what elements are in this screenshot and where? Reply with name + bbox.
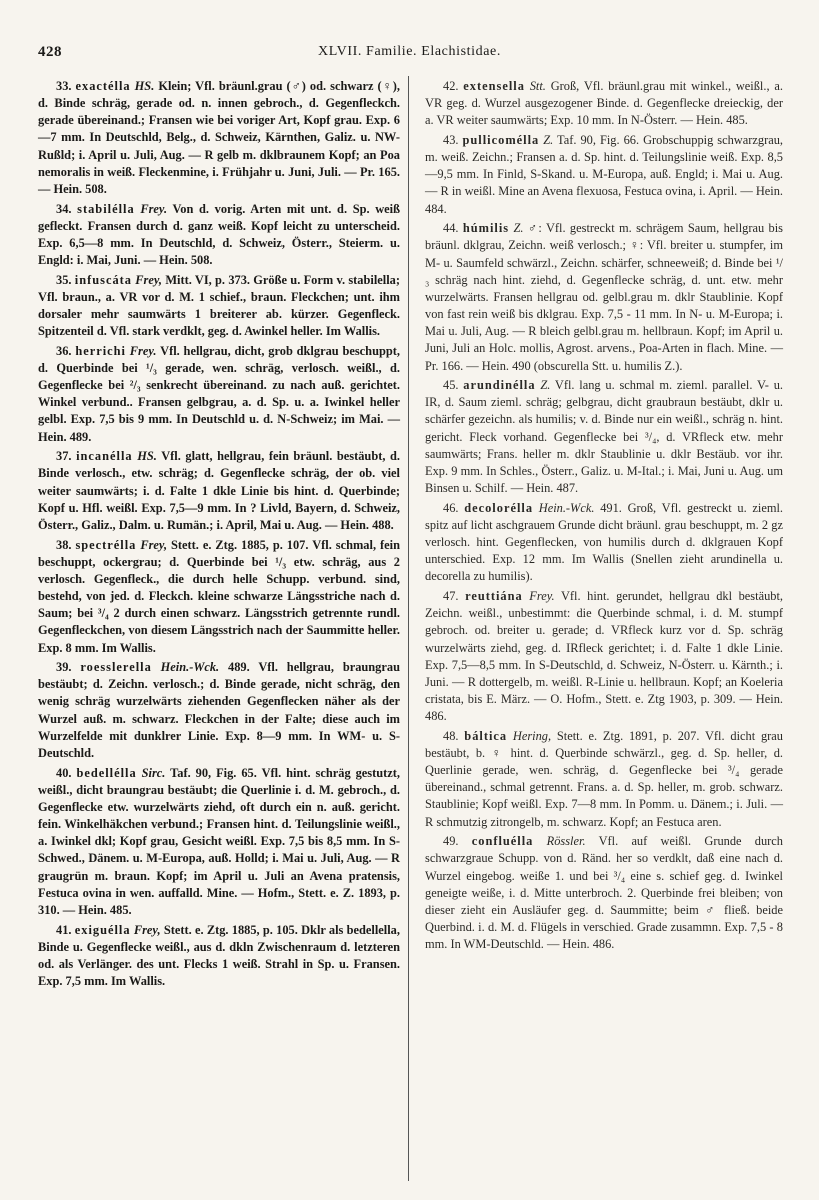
species-author: Rössler. [546, 834, 586, 849]
species-name: bedellélla [76, 765, 137, 780]
species-name: confluélla [471, 834, 534, 849]
species-description: Taf. 90, Fig. 66. Grobschuppig schwarzgrau, m. weiß. Zeichn.; Fransen a. d. Sp. hint. d. Teilungslinie weiß. Exp. 8,5—9,5 mm. In Finld, S-Skand. u. M-Europa, auß. Engld; i. Mai u. Aug. — R in weißl. Mine an Avena flexuosa, Festuca ovina, i. April. — Hein. 484. [425, 132, 784, 216]
entry-number: 37. [56, 449, 72, 464]
entry-number: 39. [56, 660, 72, 675]
entry-number: 43. [443, 132, 459, 147]
entry-number: 34. [56, 201, 72, 216]
species-description: Mitt. VI, p. 373. Größe u. Form v. stabilella; Vfl. braun., a. VR vor d. M. 1 schief., braun. Fleckchen; unt. ihm dorsaler mehr saumwärts 1 breiterer ab. kürzer. Gegenfleck. Spitzenteil d. Vfl. stark verdklt, geg. d. Awinkel heller. Im Wallis. [38, 272, 400, 339]
entry-number: 47. [443, 589, 459, 604]
species-name: báltica [464, 728, 508, 743]
species-entry [38, 343, 400, 446]
species-description: ♂: Vfl. gestreckt m. schrägem Saum, hellgrau bis bräunl. dklgrau, Zeichn. weiß verlosch.; ♀: Vfl. breiter u. stumpfer, im M- u. Saumfeld schwärzl., Zeichn. schärfer, schneeweiß; d. Binde bei ¹/₃ schräg nach hint. ziehd, d. Gegenflecke schräg, d. unt. etw. mehr wurzelwärts. Fransen hellgrau od. gelbl.grau m. dklr Staublinie. Kopf von fast rein weiß bis dklgrau. Exp. 7,5 - 11 mm. In N- u. M-Europa; i. Mai u. Juli, Aug. — R bleich gelbl.grau m. hellbraun. Kopf; im April u. Juni, Juli an Holc. mollis, Agrost. arvens., Poa-Arten in flach. Mine. — Pr. 166. — Hein. 490 (obscurella Stt. u. humilis Z.). [425, 221, 783, 373]
species-entry [425, 728, 783, 831]
entry-number: 36. [56, 343, 72, 358]
species-author: Frey, [133, 922, 161, 937]
entry-number: 44. [443, 221, 459, 236]
species-entry [38, 272, 400, 341]
species-name: incanélla [76, 449, 133, 464]
species-entry [425, 132, 783, 218]
left-column [38, 78, 400, 993]
species-name: exiguélla [74, 922, 131, 937]
species-entry [38, 78, 400, 198]
species-author: HS. [134, 79, 155, 93]
entry-number: 42. [443, 79, 459, 93]
species-author: Frey. [529, 589, 555, 604]
species-name: herrichi [75, 343, 126, 358]
species-author: Frey. [129, 343, 157, 358]
species-name: pullicomélla [462, 132, 540, 147]
species-author: HS. [137, 449, 157, 464]
species-description: Vfl. glatt, hellgrau, fein bräunl. bestäubt, d. Binde verlosch., etw. schräg; d. Gegenflecke schräg, der ob. viel weiter saumwärts; i. d. Falte 1 dkle Linie bis hint. d. Querbinde; Kopf u. Hfl. weißl. Exp. 7,5—9 mm. In ? Livld, Bayern, d. Schweiz, Österr., Galiz., Dalm. u. Rumän.; i. April, Mai u. Aug. — Hein. 488. [38, 449, 401, 532]
species-author: Z. [513, 221, 524, 236]
species-author: Hering, [512, 728, 552, 743]
species-entry [425, 78, 783, 129]
species-name: spectrélla [75, 537, 137, 552]
species-author: Stt. [529, 79, 546, 93]
column-divider [408, 76, 409, 1181]
species-author: Frey, [140, 537, 168, 552]
entry-number: 35. [56, 272, 72, 287]
entry-number: 38. [56, 537, 72, 552]
species-description: 489. Vfl. hellgrau, braungrau bestäubt; d. Zeichn. verlosch.; d. Binde gerade, nicht schräg, den wenig schräg wurzelwärts ziehenden Gegenflecken näher als der Wurzel auß. m. schwarz. Fleckchen in der Falte; diese auch im Wurzelfelde mit dunklrer Linie. Exp. 8—9 mm. In WM- u. S-Deutschld. [38, 660, 400, 760]
species-author: Frey. [140, 201, 168, 216]
species-name: reuttiána [465, 589, 523, 604]
species-entry [38, 448, 400, 534]
species-entry [38, 922, 400, 991]
species-description: Vfl. hellgrau, dicht, grob dklgrau beschuppt, d. Querbinde bei ¹/₃ gerade, wen. schräg, verlosch. weißl., d. Gegenflecke bei ²/₃ senkrecht übereinand. zu nach auß. gerichtet. Winkel verbund.. Fransen gelbgrau, a. d. Sp. u. a. Iwinkel heller gelbl. Exp. 7,5 bis 9 mm. In Deutschld u. d. N-Schweiz; im Mai. — Hein. 489. [38, 343, 400, 444]
species-author: Hein.-Wck. [538, 500, 595, 515]
page-header [38, 44, 781, 68]
page-number: 428 [38, 44, 62, 60]
entry-number: 49. [443, 834, 459, 849]
entry-number: 33. [56, 79, 72, 93]
species-name: infuscáta [74, 272, 132, 287]
species-author: Hein.-Wck. [160, 660, 220, 675]
species-description: Taf. 90, Fig. 65. Vfl. hint. schräg gestutzt, weißl., dicht braungrau bestäubt; die Querlinie i. d. M. gebroch., d. Gegenflecke etw. wurzelwärts ziehd, oft durch ein n. auß. gericht. fein. Winkelhäkchen verbund.; Fransen hint. d. Teilungslinie weißl., a. Iwinkel dkl; Kopf grau, Gesicht weißl. Exp. 7,5 bis 8,5 mm. In S-Schwed., Dänem. u. M-Europa, auß. Holld; i. Mai u. Juli, Aug. — R graugrün m. braun. Kopf; im April u. Juli an Avena pratensis, Festuca ovina in wen. auffalld. Mine. — Hofm., Stett. e. Z. 1893, p. 310. — Hein. 485. [38, 765, 400, 917]
species-entry [38, 765, 400, 919]
species-author: Z. [540, 378, 551, 393]
species-name: arundinélla [463, 378, 536, 393]
species-name: stabilélla [77, 201, 135, 216]
species-entry [425, 833, 783, 953]
species-entry [38, 537, 400, 657]
species-author: Sirc. [141, 765, 166, 780]
species-entry [425, 220, 783, 374]
species-description: Vfl. hint. gerundet, hellgrau dkl bestäubt, Zeichn. weißl., unbestimmt: die Querbinde schmal, i. d. M. stumpf gebroch. od. breiter u. gerade; d. VRfleck kurz vor d. Sp. schräg wurzelwärts ziehd, geg. d. IRfleck gerichtet; i. d. Falte 1 dkle Linie. Exp. 7,5—8,5 mm. In S-Deutschld, d. Schweiz, N-Österr. u. Kärnth.; i. Juni. — R dottergelb, m. weißl. R-Linie u. hellbraun. Kopf; an Koeleria cristata, bis E. März. — O. Hofm., Stett. e. Ztg 1903, p. 309. — Hein. 486. [425, 589, 783, 724]
species-name: roesslerella [80, 660, 152, 675]
species-description: Klein; Vfl. bräunl.grau (♂) od. schwarz (♀), d. Binde schräg, gerade od. n. innen gebroch., d. Gegenfleckch. gerade übereinand.; Fransen wie bei voriger Art, Kopf grau. Exp. 6—7 mm. In Deutschld, Belg., d. Schweiz, Kärnthen, Galiz. u. NW-Rußld; i. April u. Juli, Aug. — R gelb m. dklbraunem Kopf; an Poa nemoralis in weiß. Fleckenmine, i. Frühjahr u. Juni, Juli. — Pr. 165. — Hein. 508. [38, 79, 400, 196]
running-head: XLVII. Familie. Elachistidae. [318, 44, 501, 59]
species-description: Stett. e. Ztg. 1885, p. 107. Vfl. schmal, fein beschuppt, ockergrau; d. Querbinde bei ¹/₃ etw. schräg, aus 2 verlosch. Gegenfleck., die durch helle Schupp. verbund. sind, bestehd, von jed. d. Fleckch. kleine schwarze Längsstriche nach d. Saum; bei ³/₄ 2 durch einen schwarz. Längsstrich getrennte rundl. Gegenfleckchen, von diesem Längsstrich nach der Saummitte heller. Exp. 8 mm. Im Wallis. [38, 537, 400, 655]
species-entry [38, 659, 400, 762]
right-column [425, 78, 783, 956]
species-name: húmilis [462, 221, 510, 236]
species-description: Stett. e. Ztg. 1885, p. 105. Dklr als bedellella, Binde u. Gegenflecke weißl., aus d. dkln Zwischenraum d. letzteren od. als Verlänger. des unt. Flecks 1 weiß. Strahl in Sp. u. Fransen. Exp. 7,5 mm. Im Wallis. [38, 922, 400, 988]
species-author: Z. [543, 132, 554, 147]
species-author: Frey, [135, 272, 163, 287]
species-name: exactélla [75, 79, 131, 93]
species-description: Groß, Vfl. bräunl.grau mit winkel., weißl., a. VR geg. d. Wurzel ausgezogener Binde. d. Gegenflecke dreieckig, der a. VR weiter saumwärts; Exp. 10 mm. In N-Österr. — Hein. 485. [425, 79, 783, 128]
species-entry [425, 377, 783, 497]
entry-number: 41. [56, 922, 72, 937]
species-description: 491. Groß, Vfl. gestreckt u. zieml. spitz auf licht aschgrauem Grunde dicht bräunl. grau beschuppt, m. 2 gz verlosch. hint. Gegenflecken, von humilis durch d. dklgrauen Kopf unterschied. Exp. 12 mm. Im Wallis (Snellen zieht arundinella u. decorella zu humilis). [425, 500, 784, 584]
species-description: Vfl. lang u. schmal m. zieml. parallel. V- u. IR, d. Saum zieml. schräg; gelbgrau, dicht graubraun bestäubt, dklr u. schärfer gezeichn. als humilis; v. d. Binde nur ein weißl., schräg n. hint. gericht. Fleck vorhand. Gegenflecke bei ³/₄, d. VRfleck etw. mehr saumwärts; Frans. heller m. dklr Staublinie u. dklr Bestäub. vor ihr. Exp. 9 mm. In Schles., Österr., Galiz. u. M-Ital.; i. Mai, Juni u. Aug. um Binsen u. Schilf. — Hein. 487. [425, 378, 783, 496]
entry-number: 45. [443, 378, 459, 393]
species-name: decolorélla [464, 500, 534, 515]
entry-number: 46. [443, 500, 459, 515]
species-entry [425, 588, 783, 725]
species-entry [425, 500, 783, 586]
species-entry [38, 201, 400, 270]
species-description: Vfl. auf weißl. Grunde durch schwarzgraue Schupp. von d. Ränd. her so verdklt, daß eine nach d. Wurzel eingebog. weiße 1. und bei ³/₄ eine s. schief geg. d. Iwinkel geneigte weiße, i. d. Mitte unterbroch. 2. Querbinde frei bleiben; von dieser zieht ein Ausläufer geg. d. Saummitte; beim ♂ fließ. beide Querbind. i. d. M. d. Flügels in verschied. Grade zusammn. Exp. 7,5 - 8 mm. In WM-Deutschld. — Hein. 486. [425, 834, 783, 952]
entry-number: 40. [56, 765, 72, 780]
species-description: Stett. e. Ztg. 1891, p. 207. Vfl. dicht grau bestäubt, b. ♀ hint. d. Querbinde schwärzl., geg. d. Sp. heller, d. Querlinie gerade, wen. schräg, d. Gegenflecke bei ³/₄ gerade übereinand., schmal getrennt. Frans. a. d. Sp. heller, m. grob. schwarz. Staublinie; Kopf weißl. Exp. 7—8 mm. In Pomm. u. Dänem.; i. Juli. — R schmutzig zitrongelb, m. schwarz. Kopf; an Festuca aren. [425, 728, 783, 829]
entry-number: 48. [443, 728, 459, 743]
species-description: Von d. vorig. Arten mit unt. d. Sp. weiß gefleckt. Fransen durch d. ganz weiß. Kopf leicht zu unterscheid. Exp. 6,5—8 mm. In Deutschld, d. Schweiz, Österr., Steierm. u. Engld: i. Mai, Juni. — Hein. 508. [38, 201, 401, 268]
species-name: extensella [463, 79, 525, 93]
